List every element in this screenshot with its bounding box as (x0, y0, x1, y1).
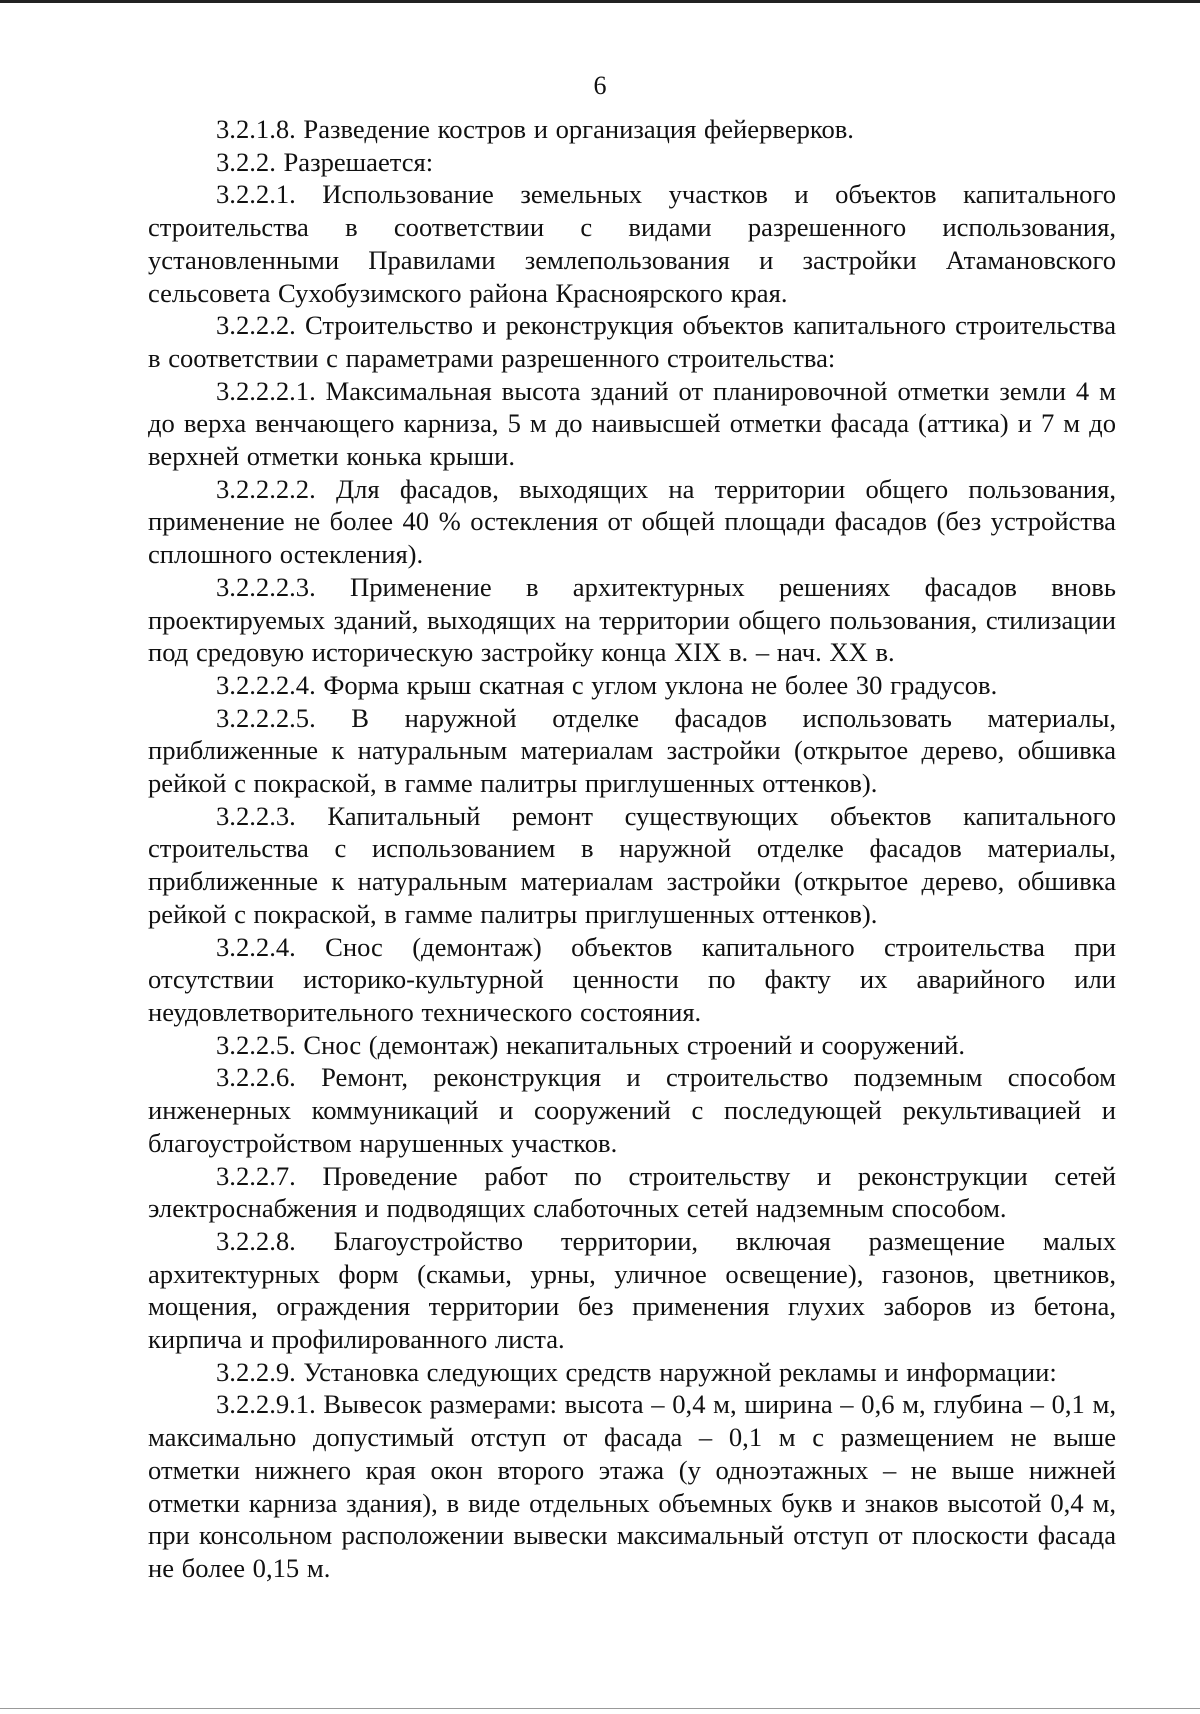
paragraph-3-2-2-5: 3.2.2.5. Снос (демонтаж) некапитальных строений и сооружений. (216, 1029, 966, 1060)
paragraph-3-2-2-9: 3.2.2.9. Установка следующих средств наружной рекламы и информации: (216, 1356, 1057, 1387)
bottom-border-line (0, 1708, 1200, 1709)
paragraph-3-2-2-2-3: 3.2.2.2.3. Применение в архитектурных решениях фасадов вновь проектируемых зданий, выходящих на территории общего пользования, стилизации под средовую историческую застройку конца XIX в. – нач. XX в. (148, 571, 1116, 668)
paragraph-3-2-2-7: 3.2.2.7. Проведение работ по строительству и реконструкции сетей электроснабжения и подводящих слаботочных сетей надземным способом. (148, 1160, 1116, 1224)
paragraph-3-2-2-2-4: 3.2.2.2.4. Форма крыш скатная с углом уклона не более 30 градусов. (216, 669, 998, 700)
page-number: 6 (593, 71, 607, 100)
paragraph-3-2-2-2-5: 3.2.2.2.5. В наружной отделке фасадов использовать материалы, приближенные к натуральным материалам застройки (открытое дерево, обшивка рейкой с покраской, в гамме палитры приглушенных оттенков). (148, 702, 1116, 799)
paragraph-3-2-2-9-1: 3.2.2.9.1. Вывесок размерами: высота – 0,4 м, ширина – 0,6 м, глубина – 0,1 м, максимально допустимый отступ от фасада – 0,1 м с размещением не выше отметки нижнего края окон второго этажа (у одноэтажных – не выше нижней отметки карниза здания), в виде отдельных объемных букв и знаков высотой 0,4 м, при консольном расположении вывески максимальный отступ от плоскости фасада не более 0,15 м. (148, 1389, 1116, 1583)
paragraph-3-2-2: 3.2.2. Разрешается: (216, 146, 434, 177)
paragraph-3-2-2-1: 3.2.2.1. Использование земельных участков и объектов капитального строительства в соответствии с видами разрешенного использования, установленными Правилами землепользования и застройки Атамановского сельсовета Сухобузимского района Красноярского края. (148, 179, 1116, 308)
document-body (148, 113, 1116, 1585)
paragraph-3-2-2-2-2: 3.2.2.2.2. Для фасадов, выходящих на территории общего пользования, применение не более 40 % остекления от общей площади фасадов (без устройства сплошного остекления). (148, 473, 1116, 570)
paragraph-3-2-2-3: 3.2.2.3. Капитальный ремонт существующих объектов капитального строительства с использованием в наружной отделке фасадов материалы, приближенные к натуральным материалам застройки (открытое дерево, обшивка рейкой с покраской, в гамме палитры приглушенных оттенков). (148, 800, 1116, 929)
paragraph-3-2-1-8: 3.2.1.8. Разведение костров и организация фейерверков. (216, 114, 854, 144)
paragraph-3-2-2-4: 3.2.2.4. Снос (демонтаж) объектов капитального строительства при отсутствии историко-культурной ценности по факту их аварийного или неудовлетворительного технического состояния. (148, 931, 1116, 1027)
paragraph-3-2-2-8: 3.2.2.8. Благоустройство территории, включая размещение малых архитектурных форм (скамьи, урны, уличное освещение), газонов, цветников, мощения, ограждения территории без применения глухих заборов из бетона, кирпича и профилированного листа. (148, 1225, 1116, 1355)
paragraph-3-2-2-6: 3.2.2.6. Ремонт, реконструкция и строительство подземным способом инженерных коммуникаций и сооружений с последующей рекультивацией и благоустройством нарушенных участков. (148, 1062, 1116, 1158)
top-border-line (0, 0, 1200, 3)
paragraph-3-2-2-2: 3.2.2.2. Строительство и реконструкция объектов капитального строительства в соответствии с параметрами разрешенного строительства: (148, 310, 1116, 373)
paragraph-3-2-2-2-1: 3.2.2.2.1. Максимальная высота зданий от планировочной отметки земли 4 м до верха венчающего карниза, 5 м до наивысшей отметки фасада (аттика) и 7 м до верхней отметки конька крыши. (148, 375, 1116, 472)
